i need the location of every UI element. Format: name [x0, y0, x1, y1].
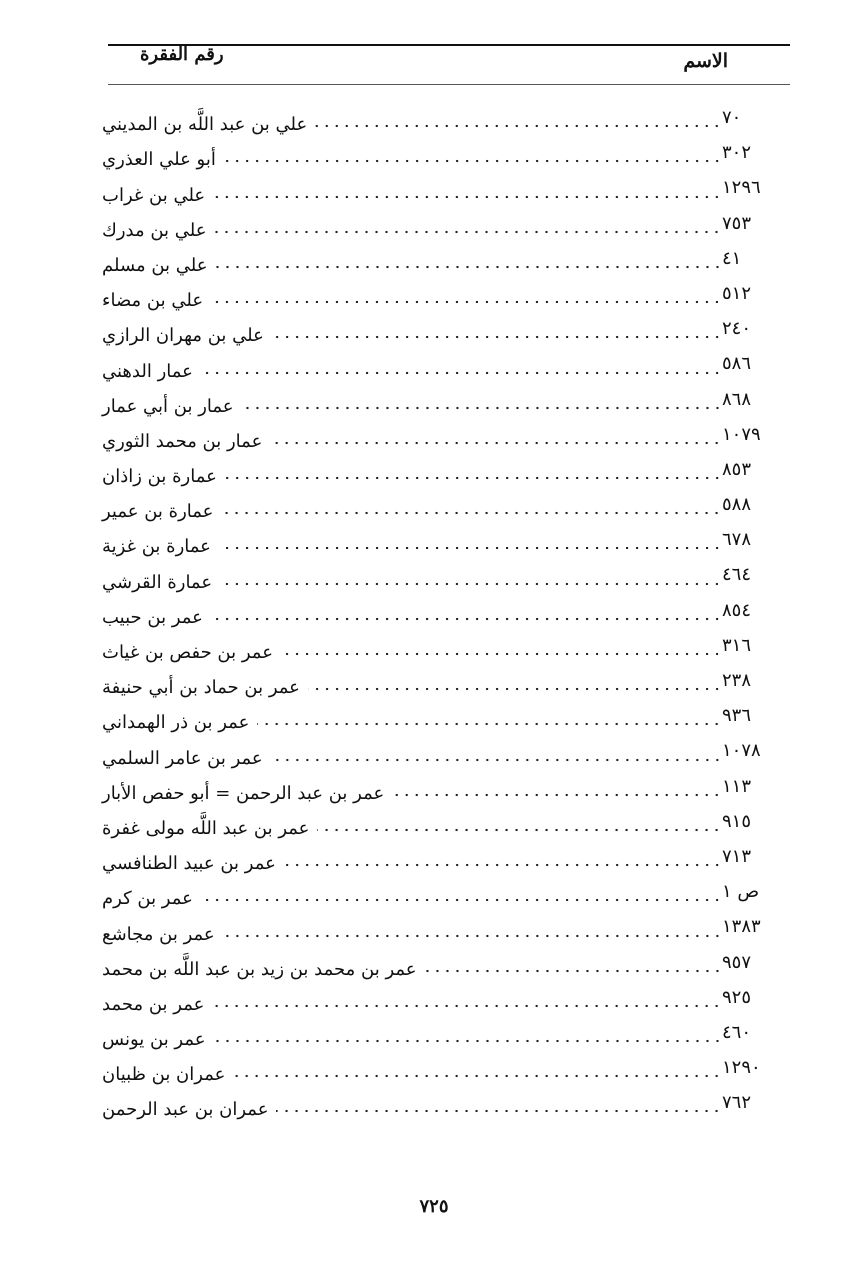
entry-name: عمر بن محمد	[102, 993, 205, 1015]
index-entry	[96, 984, 790, 1019]
entry-name: عمر بن عامر السلمي	[102, 747, 263, 769]
entry-name: عمار بن محمد الثوري	[102, 430, 263, 452]
entry-name: علي بن مدرك	[102, 219, 207, 241]
entry-paragraph-number: ٩٢٥	[722, 986, 752, 1008]
dot-leader	[315, 121, 722, 131]
index-entry	[96, 597, 790, 632]
entry-name: عمر بن عبيد الطنافسي	[102, 853, 276, 875]
dot-leader	[212, 1001, 722, 1011]
dot-leader	[242, 403, 722, 413]
index-entry	[96, 843, 790, 878]
entry-name: علي بن مهران الرازي	[102, 325, 264, 347]
index-entry	[96, 808, 790, 843]
index-entry	[96, 1089, 790, 1124]
index-entry	[96, 491, 790, 526]
dot-leader	[284, 860, 722, 870]
dot-leader	[216, 262, 723, 272]
entry-paragraph-number: ٥٨٨	[722, 494, 752, 516]
entry-name: عمر بن حفص بن غياث	[102, 642, 273, 663]
index-entry	[96, 456, 790, 491]
index-entry	[96, 773, 790, 808]
dot-leader	[221, 508, 722, 518]
dot-leader	[219, 543, 722, 553]
index-entry	[96, 280, 790, 315]
entry-paragraph-number: ٥١٢	[722, 282, 752, 304]
entry-paragraph-number: ٥٨٦	[722, 353, 752, 375]
index-entry	[96, 1019, 790, 1054]
dot-leader	[223, 931, 722, 941]
entry-paragraph-number: ٩٣٦	[722, 705, 752, 727]
index-entry	[96, 421, 790, 456]
entry-paragraph-number: ٧٥٣	[722, 212, 752, 234]
dot-leader	[257, 719, 722, 729]
dot-leader	[211, 297, 722, 307]
entry-paragraph-number: ١٠٧٨	[722, 740, 761, 762]
dot-leader	[220, 579, 722, 589]
dot-leader	[281, 649, 722, 659]
page-number: ٧٢٥	[419, 1196, 449, 1217]
dot-leader	[201, 895, 722, 905]
index-entry	[96, 386, 790, 421]
dot-leader	[224, 156, 722, 166]
index-entry	[96, 315, 790, 350]
dot-leader	[317, 825, 722, 835]
entry-name: علي بن مضاء	[102, 290, 204, 312]
entry-name: عمار بن أبي عمار	[102, 395, 234, 417]
entry-name: عمر بن عبد اللَّه مولى غفرة	[102, 817, 310, 839]
entry-paragraph-number: ٣٠٢	[722, 142, 752, 164]
entry-name: عمر بن يونس	[102, 1029, 206, 1051]
index-entry	[96, 526, 790, 561]
dot-leader	[392, 790, 722, 800]
entry-paragraph-number: ٧٦٢	[722, 1092, 752, 1114]
dot-leader	[225, 473, 722, 483]
dot-leader	[214, 227, 722, 237]
dot-leader	[308, 684, 722, 694]
entry-paragraph-number: ٦٧٨	[722, 529, 752, 551]
header-bottom-rule	[108, 84, 790, 85]
index-entry	[96, 632, 790, 667]
entry-paragraph-number: ٨٥٤	[722, 599, 752, 621]
index-entry	[96, 1054, 790, 1089]
entry-name: عمارة بن زاذان	[102, 466, 217, 488]
entry-name: عمر بن حبيب	[102, 606, 203, 628]
index-entry	[96, 913, 790, 948]
entry-name: عمارة القرشي	[102, 571, 213, 593]
index-entry	[96, 245, 790, 280]
index-entry	[96, 104, 790, 139]
entry-paragraph-number: ٨٥٣	[722, 458, 752, 480]
entry-paragraph-number: ٧١٣	[722, 845, 752, 867]
index-entry	[96, 667, 790, 702]
dot-leader	[271, 755, 722, 765]
entry-paragraph-number: ٢٣٨	[722, 670, 752, 691]
entry-name: عمر بن مجاشع	[102, 923, 215, 945]
entry-name: عمران بن ظبيان	[102, 1064, 226, 1086]
entry-paragraph-number: ٤١	[722, 247, 742, 269]
dot-leader	[214, 1036, 723, 1046]
entry-name: أبو علي العذري	[102, 149, 216, 171]
entry-paragraph-number: ٩١٥	[722, 810, 752, 832]
entry-paragraph-number: ١٢٩٠	[722, 1057, 761, 1079]
entry-paragraph-number: ٣١٦	[722, 634, 752, 656]
dot-leader	[211, 614, 722, 624]
index-entry	[96, 139, 790, 174]
entry-paragraph-number: ٨٦٨	[722, 388, 752, 410]
index-entry	[96, 561, 790, 596]
entry-paragraph-number: ١٢٩٦	[722, 177, 761, 199]
index-entry	[96, 174, 790, 209]
entry-name: عمارة بن عمير	[102, 501, 214, 523]
index-entry	[96, 210, 790, 245]
entry-name: عمر بن كرم	[102, 888, 193, 910]
dot-leader	[276, 1106, 722, 1116]
entry-name: عمارة بن غزية	[102, 536, 211, 558]
column-header-paragraph-number: رقم الفقرة	[140, 44, 224, 65]
entry-paragraph-number: ١٠٧٩	[722, 423, 761, 445]
entry-paragraph-number: ٧٠	[722, 107, 742, 128]
entry-name: عمر بن حماد بن أبي حنيفة	[102, 677, 300, 699]
index-entry	[96, 737, 790, 772]
entry-name: عمار الدهني	[102, 360, 193, 382]
index-entry	[96, 878, 790, 913]
dot-leader	[213, 192, 722, 202]
entry-name: عمران بن عبد الرحمن	[102, 1099, 269, 1121]
dot-leader	[272, 332, 722, 342]
entry-paragraph-number: ٤٦٤	[722, 564, 752, 586]
index-entry	[96, 949, 790, 984]
entry-name: علي بن عبد اللَّه بن المديني	[102, 114, 308, 136]
entry-name: علي بن غراب	[102, 184, 206, 206]
entry-name: عمر بن محمد بن زيد بن عبد اللَّه بن محمد	[102, 958, 417, 980]
entry-paragraph-number: ٤٦٠	[722, 1021, 752, 1043]
entry-name: عمر بن عبد الرحمن = أبو حفص الأبار	[102, 782, 385, 804]
entry-name: عمر بن ذر الهمداني	[102, 712, 250, 734]
dot-leader	[270, 438, 722, 448]
entry-paragraph-number: ١٣٨٣	[722, 916, 761, 938]
dot-leader	[233, 1071, 722, 1081]
entry-paragraph-number: ٩٥٧	[722, 951, 752, 973]
index-entries-list	[96, 104, 790, 1124]
entry-paragraph-number: ٢٤٠	[722, 318, 752, 340]
index-entry	[96, 350, 790, 385]
index-entry	[96, 702, 790, 737]
entry-name: علي بن مسلم	[102, 254, 208, 276]
column-header-name: الاسم	[683, 50, 728, 72]
dot-leader	[201, 368, 722, 378]
entry-paragraph-number: ١١٣	[722, 775, 752, 797]
dot-leader	[425, 966, 722, 976]
entry-paragraph-number: ص ١	[722, 881, 760, 903]
